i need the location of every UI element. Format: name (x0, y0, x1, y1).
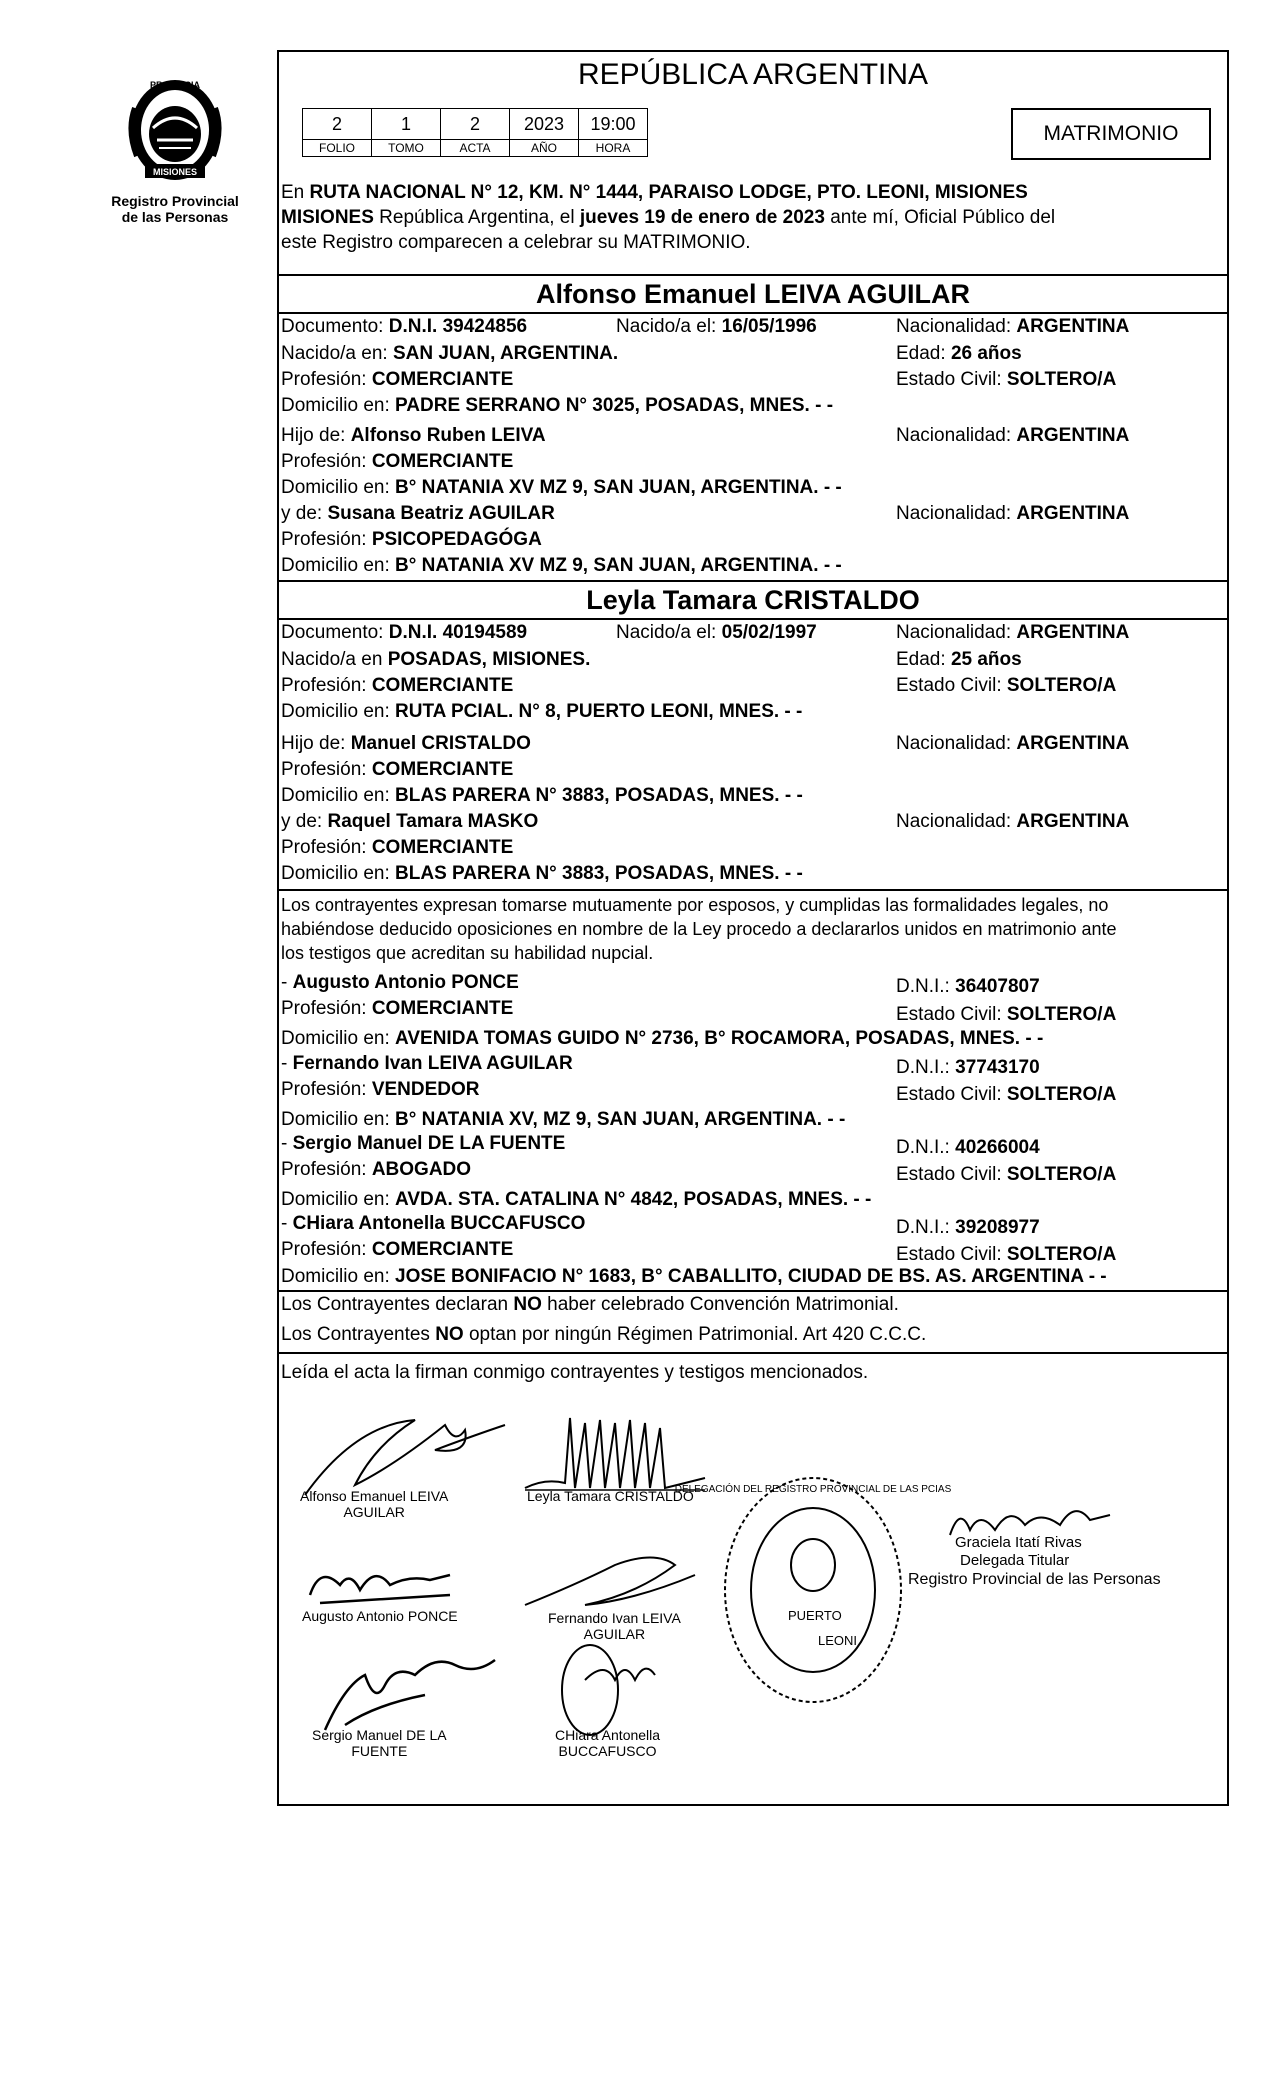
c2-madre-profesion: Profesión: COMERCIANTE (281, 837, 514, 858)
section-divider (277, 1352, 1229, 1354)
c1-estado-civil: Estado Civil: SOLTERO/A (896, 369, 1117, 390)
signature-augusto (300, 1555, 470, 1615)
c2-padre-nacionalidad: Nacionalidad: ARGENTINA (896, 733, 1130, 754)
official-stamp-icon (674, 1470, 952, 1710)
c2-madre: y de: Raquel Tamara MASKO (281, 811, 539, 832)
section-divider (277, 889, 1229, 891)
declaration-paragraph: Los contrayentes expresan tomarse mutuamente por esposos, y cumplidas las formalidades legales, no habiéndose deducido oposiciones en nombre de la Ley procedo a declararlos unidos en matrimonio ante los testigos que acreditan su habilidad nupcial. (281, 895, 1117, 963)
testigo2-estado-civil: Estado Civil: SOLTERO/A (896, 1084, 1117, 1105)
c1-madre-nacionalidad: Nacionalidad: ARGENTINA (896, 503, 1130, 524)
svg-text:LEONI: LEONI (818, 1633, 858, 1648)
c2-padre-domicilio: Domicilio en: BLAS PARERA N° 3883, POSADAS, MNES. - - (281, 785, 803, 806)
sig-label-chiara: CHiara Antonella BUCCAFUSCO (555, 1727, 661, 1759)
testigo4-dni: D.N.I.: 39208977 (896, 1217, 1040, 1238)
testigo4-domicilio: Domicilio en: JOSE BONIFACIO N° 1683, B° CABALLITO, CIUDAD DE BS. AS. ARGENTINA - - (281, 1266, 1107, 1287)
hora-label: HORA (579, 140, 648, 157)
official-name: Graciela Itatí Rivas (955, 1534, 1082, 1551)
signature-chiara (545, 1630, 675, 1740)
c2-estado-civil: Estado Civil: SOLTERO/A (896, 675, 1117, 696)
tomo-label: TOMO (372, 140, 441, 157)
c1-padre: Hijo de: Alfonso Ruben LEIVA (281, 425, 546, 446)
c2-domicilio: Domicilio en: RUTA PCIAL. N° 8, PUERTO LEONI, MNES. - - (281, 701, 803, 722)
c1-edad: Edad: 26 años (896, 343, 1022, 364)
folio-value: 2 (303, 109, 372, 140)
intro-paragraph: En RUTA NACIONAL N° 12, KM. N° 1444, PARAISO LODGE, PTO. LEONI, MISIONES MISIONES República Argentina, el jueves 19 de enero de 2023 ante mí, Oficial Público del este Registro comparecen a celebrar su MATRIMONIO. (281, 182, 1056, 253)
official-title: Delegada Titular (960, 1552, 1070, 1569)
c1-nacido-en: Nacido/a en: SAN JUAN, ARGENTINA. (281, 343, 619, 364)
svg-text:DELEGACIÓN DEL REGISTRO PROVIN: DELEGACIÓN DEL REGISTRO PROVINCIAL DE LAS PCIAS (674, 1484, 952, 1495)
acta-label: ACTA (441, 140, 510, 157)
c2-padre: Hijo de: Manuel CRISTALDO (281, 733, 531, 754)
c2-nacido-en: Nacido/a en POSADAS, MISIONES. (281, 649, 591, 670)
c2-documento: Documento: D.N.I. 40194589 (281, 622, 528, 643)
testigo1-profesion: Profesión: COMERCIANTE (281, 998, 514, 1019)
sig-label-alfonso: Alfonso Emanuel LEIVA AGUILAR (300, 1488, 449, 1520)
c1-padre-domicilio: Domicilio en: B° NATANIA XV MZ 9, SAN JUAN, ARGENTINA. - - (281, 477, 842, 498)
registry-logo (100, 68, 250, 225)
testigo2-dni: D.N.I.: 37743170 (896, 1057, 1040, 1078)
testigo1-name: - Augusto Antonio PONCE (281, 972, 519, 993)
folio-label: FOLIO (303, 140, 372, 157)
c2-padre-profesion: Profesión: COMERCIANTE (281, 759, 514, 780)
testigo4-name: - CHiara Antonella BUCCAFUSCO (281, 1213, 586, 1234)
c2-madre-nacionalidad: Nacionalidad: ARGENTINA (896, 811, 1130, 832)
signature-fernando (515, 1545, 715, 1615)
acta-value: 2 (441, 109, 510, 140)
act-type-box: MATRIMONIO (1011, 108, 1211, 160)
c1-madre-domicilio: Domicilio en: B° NATANIA XV MZ 9, SAN JUAN, ARGENTINA. - - (281, 555, 842, 576)
section-divider (277, 274, 1229, 276)
convencion-line2: Los Contrayentes NO optan por ningún Régimen Patrimonial. Art 420 C.C.C. (281, 1324, 927, 1345)
sig-label-sergio: Sergio Manuel DE LA FUENTE (312, 1727, 447, 1759)
testigo1-dni: D.N.I.: 36407807 (896, 976, 1040, 997)
sig-label-leyla: Leyla Tamara CRISTALDO (527, 1488, 694, 1504)
hora-value: 19:00 (579, 109, 648, 140)
contrayente1-name: Alfonso Emanuel LEIVA AGUILAR (535, 279, 971, 309)
c1-padre-nacionalidad: Nacionalidad: ARGENTINA (896, 425, 1130, 446)
testigo4-profesion: Profesión: COMERCIANTE (281, 1239, 514, 1260)
section-divider (277, 312, 1229, 314)
sig-label-fernando: Fernando Ivan LEIVA AGUILAR (548, 1610, 681, 1642)
anio-label: AÑO (510, 140, 579, 157)
c1-domicilio: Domicilio en: PADRE SERRANO N° 3025, POSADAS, MNES. - - (281, 395, 834, 416)
svg-text:PUERTO: PUERTO (788, 1608, 842, 1623)
registry-table (302, 108, 648, 157)
section-divider (277, 618, 1229, 620)
c2-profesion: Profesión: COMERCIANTE (281, 675, 514, 696)
convencion-line1: Los Contrayentes declaran NO haber celebrado Convención Matrimonial. (281, 1294, 899, 1315)
logo-label-line1: Registro Provincial (111, 193, 239, 209)
testigo3-name: - Sergio Manuel DE LA FUENTE (281, 1133, 566, 1154)
c1-nacionalidad: Nacionalidad: ARGENTINA (896, 316, 1130, 337)
c2-madre-domicilio: Domicilio en: BLAS PARERA N° 3883, POSADAS, MNES. - - (281, 863, 803, 884)
testigo3-profesion: Profesión: ABOGADO (281, 1159, 472, 1180)
testigo2-name: - Fernando Ivan LEIVA AGUILAR (281, 1053, 573, 1074)
c1-nacido-el: Nacido/a el: 16/05/1996 (616, 316, 817, 337)
tomo-value: 1 (372, 109, 441, 140)
testigo2-domicilio: Domicilio en: B° NATANIA XV, MZ 9, SAN JUAN, ARGENTINA. - - (281, 1109, 846, 1130)
provincial-emblem-icon (115, 68, 235, 188)
section-divider (277, 580, 1229, 582)
anio-value: 2023 (510, 109, 579, 140)
testigo2-profesion: Profesión: VENDEDOR (281, 1079, 480, 1100)
testigo4-estado-civil: Estado Civil: SOLTERO/A (896, 1244, 1117, 1265)
c1-padre-profesion: Profesión: COMERCIANTE (281, 451, 514, 472)
document-title: REPÚBLICA ARGENTINA (577, 58, 929, 91)
contrayente2-name: Leyla Tamara CRISTALDO (586, 585, 920, 615)
svg-text:PROVINCIA: PROVINCIA (149, 80, 201, 90)
testigo3-dni: D.N.I.: 40266004 (896, 1137, 1040, 1158)
testigo1-domicilio: Domicilio en: AVENIDA TOMAS GUIDO N° 2736, B° ROCAMORA, POSADAS, MNES. - - (281, 1028, 1044, 1049)
testigo1-estado-civil: Estado Civil: SOLTERO/A (896, 1004, 1117, 1025)
c1-documento: Documento: D.N.I. 39424856 (281, 316, 528, 337)
logo-label-line2: de las Personas (121, 209, 229, 225)
c2-edad: Edad: 25 años (896, 649, 1022, 670)
closing-text: Leída el acta la firman conmigo contrayentes y testigos mencionados. (281, 1362, 869, 1383)
c2-nacionalidad: Nacionalidad: ARGENTINA (896, 622, 1130, 643)
c1-madre: y de: Susana Beatriz AGUILAR (281, 503, 555, 524)
testigo3-domicilio: Domicilio en: AVDA. STA. CATALINA N° 4842, POSADAS, MNES. - - (281, 1189, 872, 1210)
section-divider (277, 1290, 1229, 1292)
sig-label-augusto: Augusto Antonio PONCE (302, 1608, 458, 1624)
testigo3-estado-civil: Estado Civil: SOLTERO/A (896, 1164, 1117, 1185)
c1-profesion: Profesión: COMERCIANTE (281, 369, 514, 390)
signature-sergio (305, 1645, 505, 1740)
c1-madre-profesion: Profesión: PSICOPEDAGÓGA (281, 529, 542, 550)
svg-text:MISIONES: MISIONES (152, 167, 198, 177)
official-org: Registro Provincial de las Personas (908, 1571, 1161, 1588)
c2-nacido-el: Nacido/a el: 05/02/1997 (616, 622, 817, 643)
